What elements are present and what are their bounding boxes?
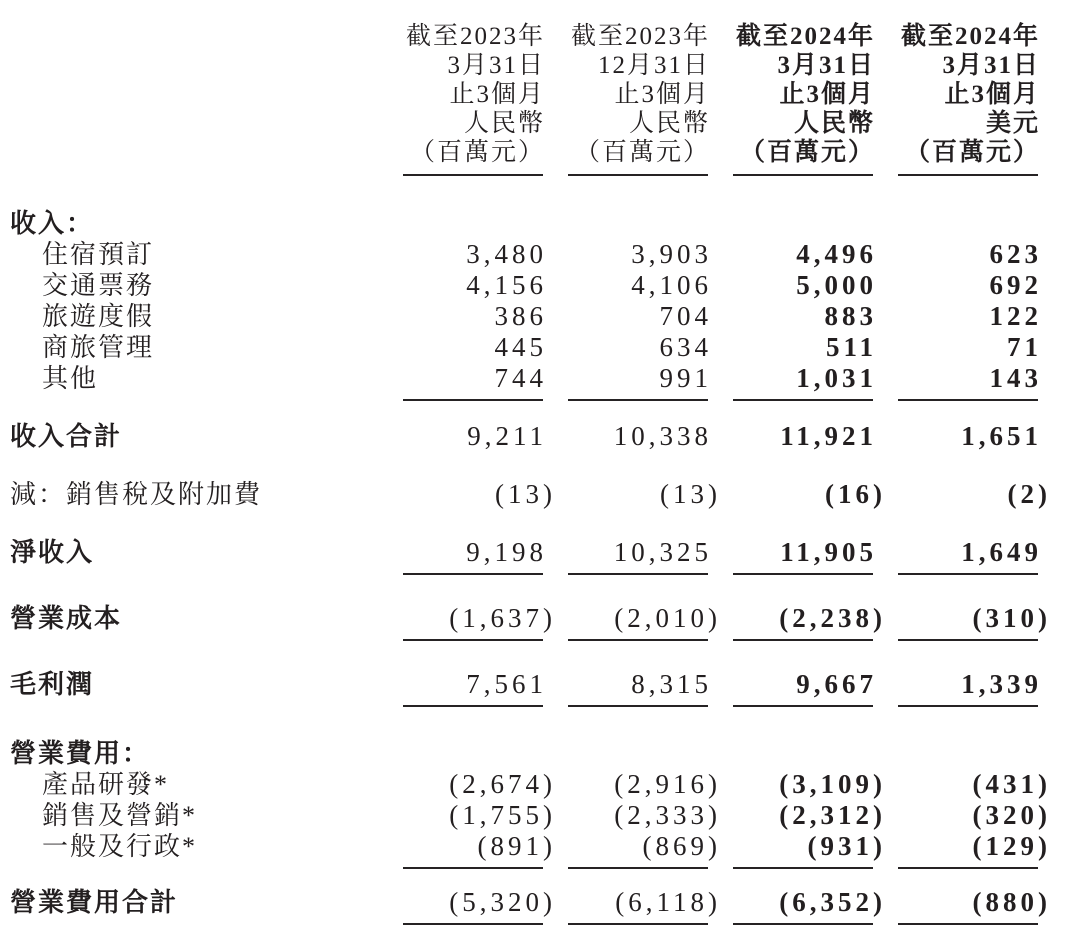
value-cell-col2-sales-marketing bbox=[568, 800, 721, 831]
value-cell-col2-product-development bbox=[568, 769, 721, 800]
value-cell-col2-sales-tax bbox=[568, 479, 721, 510]
value-cell-col1-accommodation bbox=[403, 239, 547, 270]
value-text: 5,000 bbox=[796, 270, 877, 300]
header-column-3-line-4 bbox=[733, 109, 873, 138]
value-text: 445 bbox=[494, 332, 547, 362]
header-text: 美元 bbox=[985, 110, 1040, 137]
value-text: (5,320) bbox=[449, 887, 556, 917]
value-text: 1,339 bbox=[961, 669, 1042, 699]
row-label-text: 一般及行政* bbox=[42, 832, 198, 861]
value-cell-col3-net-revenue bbox=[733, 537, 877, 575]
value-cell-col1-opex-header bbox=[403, 738, 543, 769]
table-body bbox=[10, 208, 1080, 925]
value-cell-col3-packaged-tours bbox=[733, 301, 877, 332]
value-cell-col4-packaged-tours bbox=[898, 301, 1042, 332]
header-column-4-line-4 bbox=[898, 109, 1038, 138]
value-text: 4,496 bbox=[796, 239, 877, 269]
value-text: 9,211 bbox=[467, 421, 547, 451]
header-text: （百萬元） bbox=[739, 139, 875, 166]
value-text: 386 bbox=[494, 301, 547, 331]
value-cell-col2-net-revenue bbox=[568, 537, 712, 575]
value-text: 10,325 bbox=[613, 537, 712, 567]
table-row-general-admin bbox=[10, 831, 1080, 869]
value-text: 623 bbox=[989, 239, 1042, 269]
value-text: (2,010) bbox=[614, 603, 721, 633]
table-row-product-development bbox=[10, 769, 1080, 800]
header-column-2-line-2 bbox=[568, 51, 708, 80]
value-cell-col3-transportation bbox=[733, 270, 877, 301]
row-label-corporate-travel bbox=[10, 332, 378, 363]
value-cell-col3-sales-tax bbox=[733, 479, 886, 510]
header-column-1-line-3 bbox=[403, 80, 543, 109]
value-cell-col3-revenue-total bbox=[733, 421, 877, 452]
row-label-transportation bbox=[10, 270, 378, 301]
value-text: 3,903 bbox=[631, 239, 712, 269]
value-cell-col1-revenue-header bbox=[403, 208, 543, 239]
table-row-revenue-total bbox=[10, 421, 1080, 452]
table-row-others bbox=[10, 363, 1080, 401]
value-cell-col4-transportation bbox=[898, 270, 1042, 301]
value-text: (869) bbox=[642, 831, 721, 861]
header-text: 止3個月 bbox=[779, 81, 875, 108]
value-text: 143 bbox=[989, 363, 1042, 393]
value-cell-col2-accommodation bbox=[568, 239, 712, 270]
header-column-4-line-1 bbox=[898, 22, 1038, 51]
header-text: 人民幣 bbox=[463, 110, 545, 137]
header-text: （百萬元） bbox=[574, 139, 710, 166]
value-text: (2,238) bbox=[779, 603, 886, 633]
row-label-general-admin bbox=[10, 831, 378, 862]
value-cell-col1-product-development bbox=[403, 769, 556, 800]
value-cell-col3-product-development bbox=[733, 769, 886, 800]
row-label-text: 銷售及營銷* bbox=[42, 801, 198, 830]
value-cell-col1-others bbox=[403, 363, 547, 401]
header-text: 截至2023年 bbox=[405, 23, 545, 50]
value-text: 10,338 bbox=[613, 421, 712, 451]
header-column-1 bbox=[403, 22, 543, 176]
value-cell-col1-general-admin bbox=[403, 831, 556, 869]
header-text: 12月31日 bbox=[597, 52, 710, 79]
value-cell-col1-corporate-travel bbox=[403, 332, 547, 363]
value-text: 511 bbox=[825, 332, 877, 362]
row-label-text: 收入： bbox=[10, 209, 95, 238]
value-text: (2,312) bbox=[779, 800, 886, 830]
row-label-revenue-total bbox=[10, 421, 378, 452]
value-text: (1,755) bbox=[449, 800, 556, 830]
table-row-corporate-travel bbox=[10, 332, 1080, 363]
row-label-gross-profit bbox=[10, 669, 378, 700]
value-text: (6,118) bbox=[615, 887, 721, 917]
value-cell-col2-gross-profit bbox=[568, 669, 712, 707]
header-column-2-line-1 bbox=[568, 22, 708, 51]
table-row-sales-marketing bbox=[10, 800, 1080, 831]
table-row-transportation bbox=[10, 270, 1080, 301]
header-column-3-line-5 bbox=[733, 138, 873, 167]
row-label-text: 營業費用合計 bbox=[10, 888, 179, 917]
value-text: (6,352) bbox=[779, 887, 886, 917]
value-cell-col2-cost-of-revenue bbox=[568, 603, 721, 641]
row-label-text: 營業費用： bbox=[10, 739, 151, 768]
value-text: (2,333) bbox=[614, 800, 721, 830]
value-text: 71 bbox=[1007, 332, 1042, 362]
value-cell-col4-revenue-total bbox=[898, 421, 1042, 452]
row-label-text: 旅遊度假 bbox=[42, 302, 155, 331]
header-column-4 bbox=[898, 22, 1038, 176]
value-cell-col1-opex-total bbox=[403, 887, 556, 925]
value-cell-col1-revenue-total bbox=[403, 421, 547, 452]
header-column-3-line-3 bbox=[733, 80, 873, 109]
row-label-text: 淨收入 bbox=[10, 538, 95, 567]
value-text: 7,561 bbox=[466, 669, 547, 699]
header-text: 截至2023年 bbox=[570, 23, 710, 50]
row-label-sales-tax bbox=[10, 479, 378, 510]
header-text: 截至2024年 bbox=[735, 23, 875, 50]
value-text: (13) bbox=[495, 479, 556, 509]
value-cell-col1-gross-profit bbox=[403, 669, 547, 707]
row-label-text: 收入合計 bbox=[10, 422, 123, 451]
value-cell-col4-revenue-header bbox=[898, 208, 1038, 239]
value-cell-col1-packaged-tours bbox=[403, 301, 547, 332]
value-cell-col2-opex-header bbox=[568, 738, 708, 769]
table-row-cost-of-revenue bbox=[10, 603, 1080, 641]
value-text: (2) bbox=[1007, 479, 1051, 509]
value-text: 692 bbox=[989, 270, 1042, 300]
value-text: 634 bbox=[659, 332, 712, 362]
row-label-others bbox=[10, 363, 378, 394]
value-cell-col2-packaged-tours bbox=[568, 301, 712, 332]
value-cell-col4-product-development bbox=[898, 769, 1051, 800]
table-row-packaged-tours bbox=[10, 301, 1080, 332]
header-text: 止3個月 bbox=[449, 81, 545, 108]
table-row-accommodation bbox=[10, 239, 1080, 270]
table-row-opex-header bbox=[10, 738, 1080, 769]
value-cell-col4-accommodation bbox=[898, 239, 1042, 270]
value-cell-col3-opex-total bbox=[733, 887, 886, 925]
value-text: (2,916) bbox=[614, 769, 721, 799]
header-text: （百萬元） bbox=[904, 139, 1040, 166]
value-cell-col2-revenue-header bbox=[568, 208, 708, 239]
value-text: 1,031 bbox=[796, 363, 877, 393]
value-text: (931) bbox=[807, 831, 886, 861]
value-cell-col4-sales-marketing bbox=[898, 800, 1051, 831]
value-cell-col4-gross-profit bbox=[898, 669, 1042, 707]
header-column-1-line-2 bbox=[403, 51, 543, 80]
row-label-accommodation bbox=[10, 239, 378, 270]
value-cell-col4-net-revenue bbox=[898, 537, 1042, 575]
value-text: (891) bbox=[477, 831, 556, 861]
header-text: 3月31日 bbox=[777, 52, 875, 79]
value-cell-col4-general-admin bbox=[898, 831, 1051, 869]
value-cell-col2-general-admin bbox=[568, 831, 721, 869]
value-cell-col2-transportation bbox=[568, 270, 712, 301]
row-label-text: 商旅管理 bbox=[42, 333, 155, 362]
value-text: 8,315 bbox=[631, 669, 712, 699]
row-label-text: 毛利潤 bbox=[10, 670, 95, 699]
header-text: 3月31日 bbox=[942, 52, 1040, 79]
value-cell-col1-net-revenue bbox=[403, 537, 547, 575]
header-column-4-line-2 bbox=[898, 51, 1038, 80]
value-text: (320) bbox=[972, 800, 1051, 830]
header-text: 止3個月 bbox=[944, 81, 1040, 108]
row-label-text: 營業成本 bbox=[10, 604, 123, 633]
value-cell-col1-sales-marketing bbox=[403, 800, 556, 831]
value-cell-col3-gross-profit bbox=[733, 669, 877, 707]
row-label-text: 減：銷售稅及附加費 bbox=[10, 480, 263, 509]
value-cell-col4-opex-header bbox=[898, 738, 1038, 769]
header-text: 3月31日 bbox=[447, 52, 545, 79]
value-text: 991 bbox=[659, 363, 712, 393]
value-cell-col4-sales-tax bbox=[898, 479, 1051, 510]
value-cell-col1-cost-of-revenue bbox=[403, 603, 556, 641]
row-label-text: 其他 bbox=[42, 364, 99, 393]
value-text: 1,649 bbox=[961, 537, 1042, 567]
value-cell-col3-others bbox=[733, 363, 877, 401]
header-column-3-line-2 bbox=[733, 51, 873, 80]
row-label-opex-total bbox=[10, 887, 378, 918]
value-text: (2,674) bbox=[449, 769, 556, 799]
value-text: (431) bbox=[972, 769, 1051, 799]
value-text: 11,921 bbox=[780, 421, 877, 451]
header-text: 截至2024年 bbox=[900, 23, 1040, 50]
header-column-3-line-1 bbox=[733, 22, 873, 51]
value-cell-col3-corporate-travel bbox=[733, 332, 877, 363]
value-text: (3,109) bbox=[779, 769, 886, 799]
header-column-2-line-5 bbox=[568, 138, 708, 167]
header-column-1-line-5 bbox=[403, 138, 543, 167]
row-label-text: 住宿預訂 bbox=[42, 240, 155, 269]
value-text: 11,905 bbox=[780, 537, 877, 567]
table-header bbox=[10, 22, 1080, 176]
row-label-product-development bbox=[10, 769, 378, 800]
value-text: 744 bbox=[494, 363, 547, 393]
header-column-2-line-4 bbox=[568, 109, 708, 138]
value-cell-col3-opex-header bbox=[733, 738, 873, 769]
row-label-net-revenue bbox=[10, 537, 378, 568]
header-column-2-line-3 bbox=[568, 80, 708, 109]
value-cell-col2-corporate-travel bbox=[568, 332, 712, 363]
value-cell-col3-accommodation bbox=[733, 239, 877, 270]
value-cell-col4-cost-of-revenue bbox=[898, 603, 1051, 641]
value-text: 4,156 bbox=[466, 270, 547, 300]
value-cell-col3-general-admin bbox=[733, 831, 886, 869]
header-column-1-line-1 bbox=[403, 22, 543, 51]
header-text: （百萬元） bbox=[409, 139, 545, 166]
value-cell-col4-opex-total bbox=[898, 887, 1051, 925]
header-text: 止3個月 bbox=[614, 81, 710, 108]
header-text: 人民幣 bbox=[793, 110, 875, 137]
value-text: 4,106 bbox=[631, 270, 712, 300]
value-cell-col1-sales-tax bbox=[403, 479, 556, 510]
table-row-opex-total bbox=[10, 887, 1080, 925]
value-text: (880) bbox=[972, 887, 1051, 917]
value-cell-col3-revenue-header bbox=[733, 208, 873, 239]
value-text: (16) bbox=[825, 479, 886, 509]
value-text: 1,651 bbox=[961, 421, 1042, 451]
value-cell-col4-others bbox=[898, 363, 1042, 401]
table-row-gross-profit bbox=[10, 669, 1080, 707]
value-cell-col2-opex-total bbox=[568, 887, 721, 925]
header-column-4-line-5 bbox=[898, 138, 1038, 167]
row-label-revenue-header bbox=[10, 208, 378, 239]
header-column-4-line-3 bbox=[898, 80, 1038, 109]
value-text: (1,637) bbox=[449, 603, 556, 633]
row-label-text: 交通票務 bbox=[42, 271, 155, 300]
header-text: 人民幣 bbox=[628, 110, 710, 137]
value-cell-col4-corporate-travel bbox=[898, 332, 1042, 363]
value-text: 3,480 bbox=[466, 239, 547, 269]
value-cell-col1-transportation bbox=[403, 270, 547, 301]
header-column-2 bbox=[568, 22, 708, 176]
header-column-1-line-4 bbox=[403, 109, 543, 138]
row-label-cost-of-revenue bbox=[10, 603, 378, 634]
header-column-3 bbox=[733, 22, 873, 176]
row-label-sales-marketing bbox=[10, 800, 378, 831]
value-cell-col3-cost-of-revenue bbox=[733, 603, 886, 641]
value-text: 122 bbox=[989, 301, 1042, 331]
value-text: 704 bbox=[659, 301, 712, 331]
value-text: (310) bbox=[972, 603, 1051, 633]
table-row-net-revenue bbox=[10, 537, 1080, 575]
value-text: 883 bbox=[824, 301, 877, 331]
value-text: 9,198 bbox=[466, 537, 547, 567]
row-label-opex-header bbox=[10, 738, 378, 769]
table-row-revenue-header bbox=[10, 208, 1080, 239]
value-cell-col2-others bbox=[568, 363, 712, 401]
value-cell-col2-revenue-total bbox=[568, 421, 712, 452]
value-text: (13) bbox=[660, 479, 721, 509]
row-label-text: 產品研發* bbox=[42, 770, 170, 799]
value-text: 9,667 bbox=[796, 669, 877, 699]
value-text: (129) bbox=[972, 831, 1051, 861]
table-row-sales-tax bbox=[10, 479, 1080, 510]
value-cell-col3-sales-marketing bbox=[733, 800, 886, 831]
row-label-packaged-tours bbox=[10, 301, 378, 332]
